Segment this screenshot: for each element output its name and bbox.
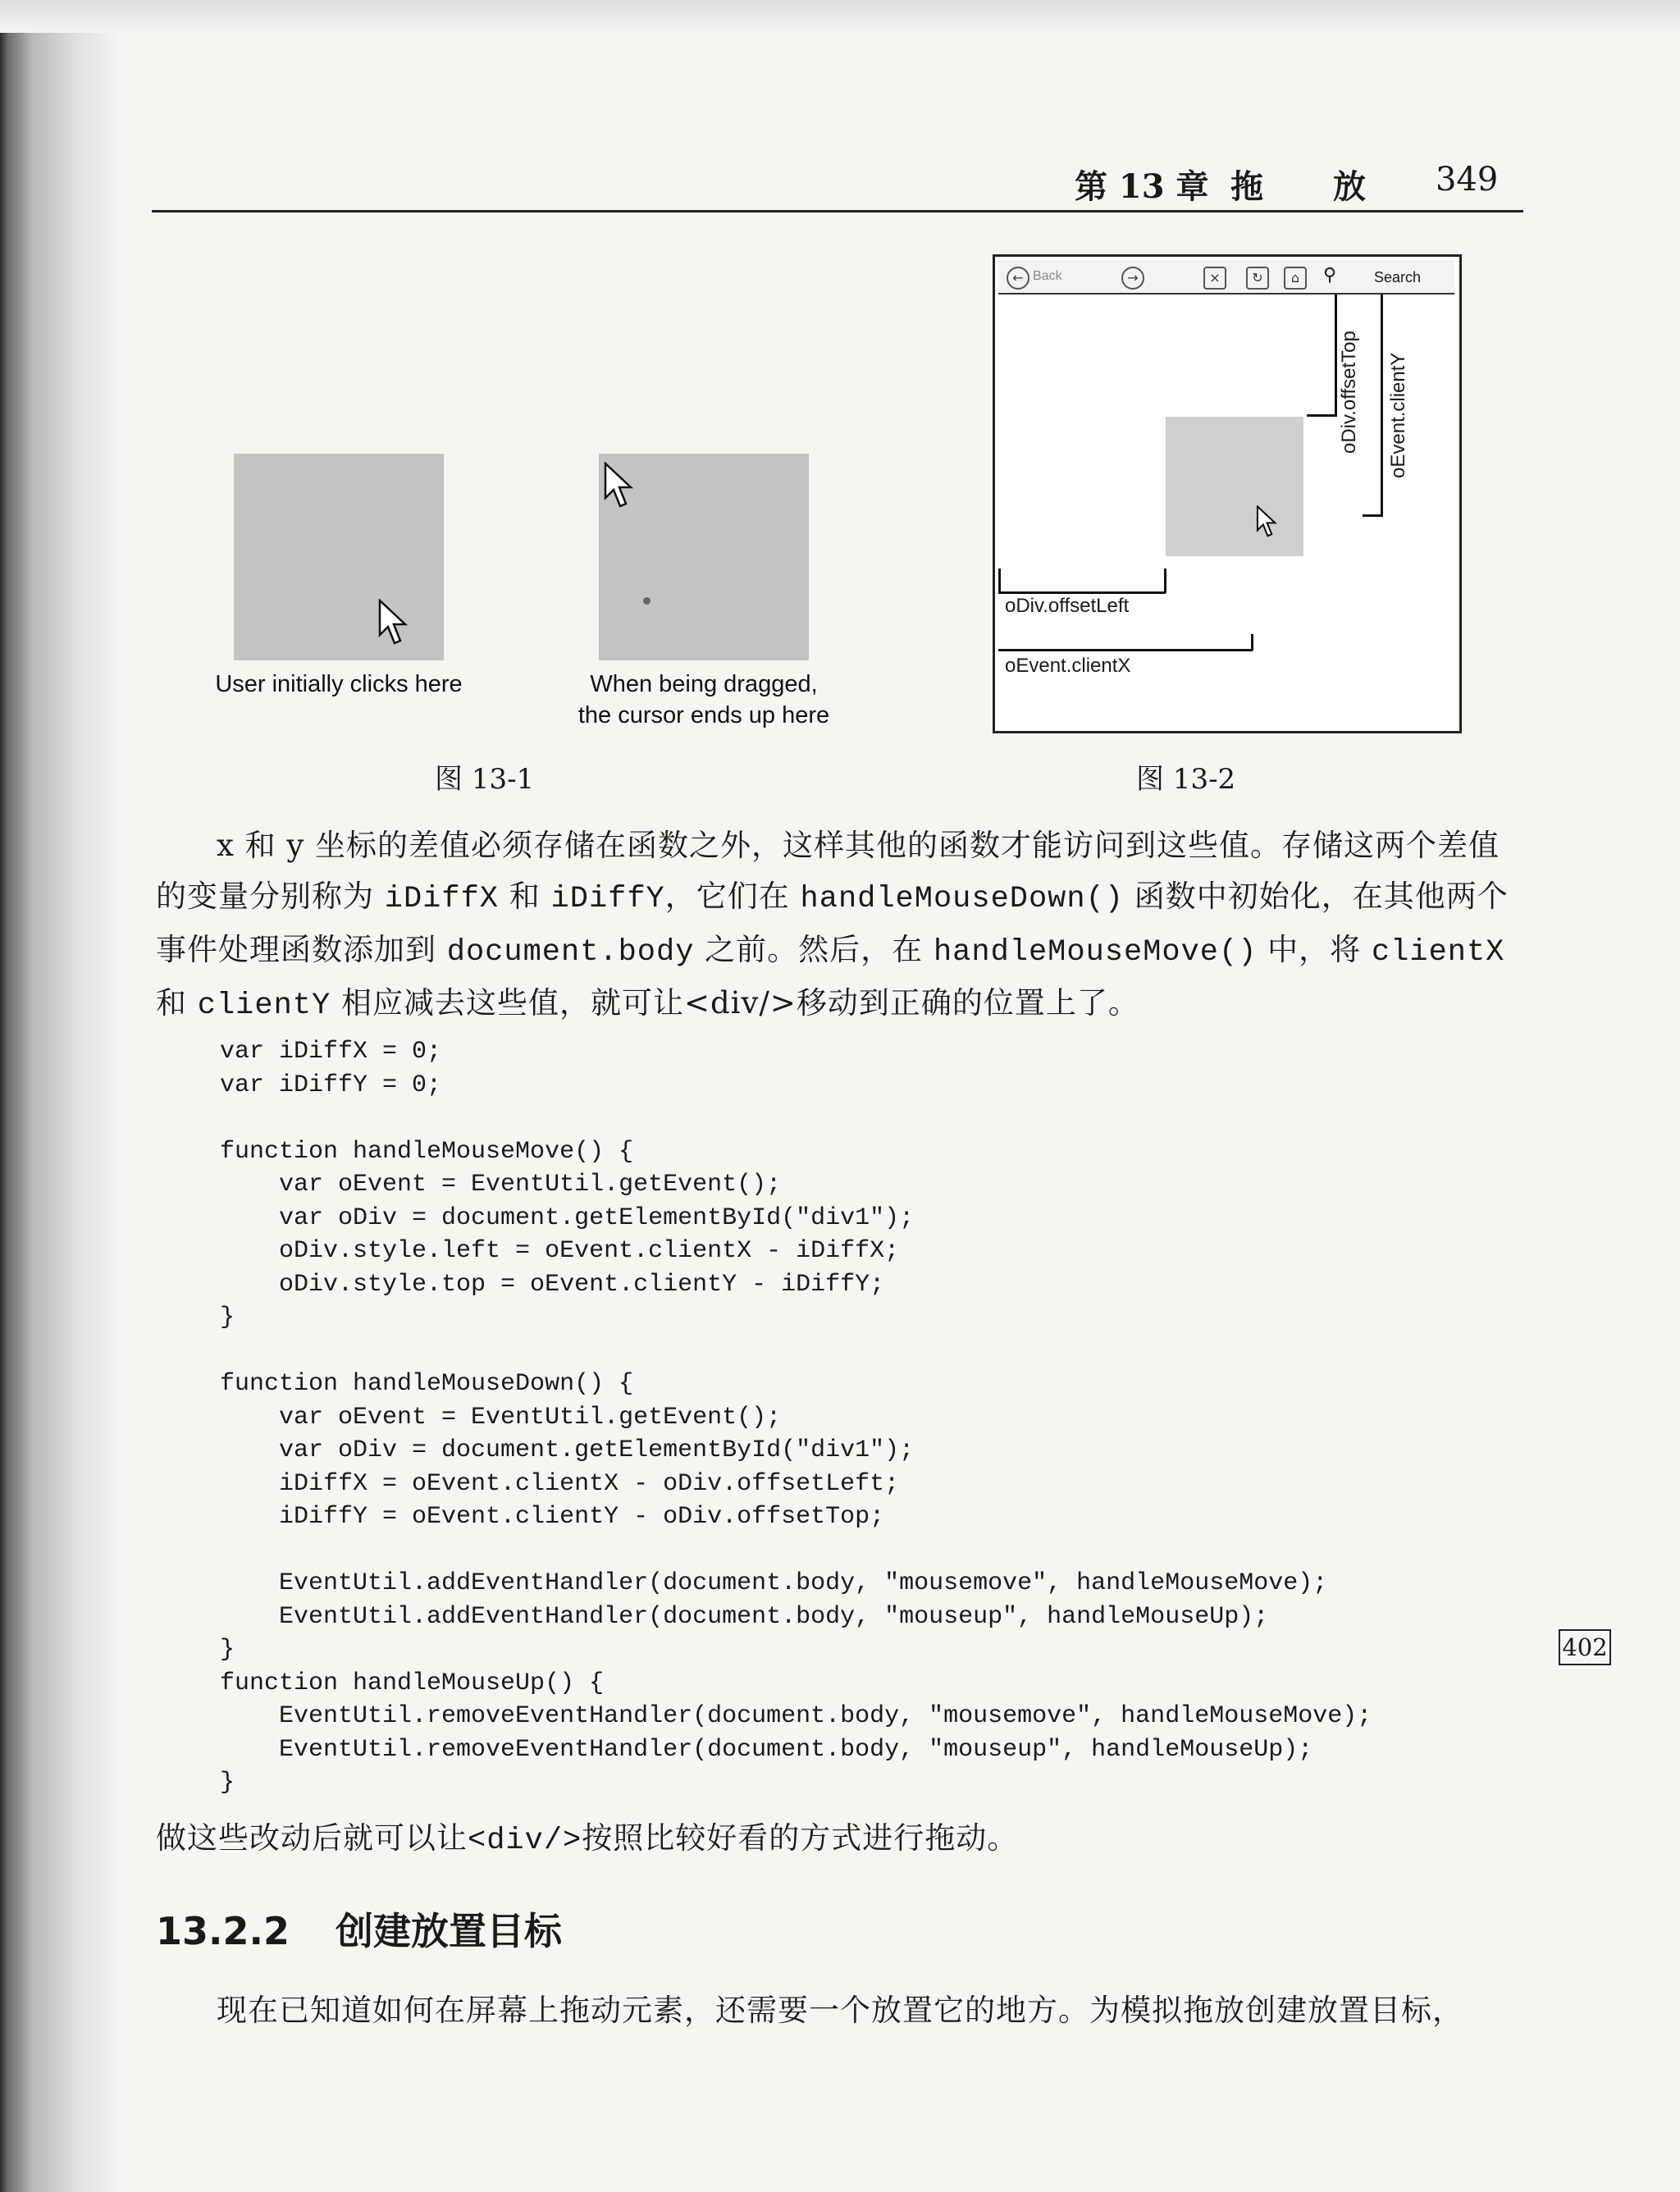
chapter-number: 第 13 章 <box>1075 167 1209 206</box>
back-arrow-icon: ← <box>1007 267 1029 290</box>
cursor-arrow-icon <box>1256 505 1277 538</box>
stop-icon: × <box>1203 267 1226 290</box>
text: 相应减去这些值，就可让<div/>移动到正确的位置上了。 <box>331 985 1139 1021</box>
text: x 和 y 坐标的差值必须存储在函数之外，这样其他的函数才能访问到这些值。存储这两个差值的变量分别称为 <box>156 828 1500 914</box>
figure-13-1-caption-left: User initially clicks here <box>215 671 463 697</box>
offset-left-bracket-start <box>998 569 1001 593</box>
text: 函数中初始化，在其他两个事件处理函数添加到 <box>156 879 1509 967</box>
forward-arrow-icon: → <box>1121 267 1144 290</box>
client-y-bracket-foot <box>1363 514 1383 517</box>
inline-code: iDiffY <box>550 882 665 916</box>
offset-top-label: oDiv.offsetTop <box>1338 331 1360 454</box>
offset-left-bracket-end <box>1164 569 1166 593</box>
cursor-arrow-icon <box>604 462 633 509</box>
client-x-label: oEvent.clientX <box>1005 655 1131 677</box>
inline-code: <div/> <box>468 1824 582 1858</box>
chapter-title-char-2: 放 <box>1333 167 1366 206</box>
refresh-icon: ↻ <box>1246 267 1269 290</box>
cursor-arrow-icon <box>378 599 408 646</box>
inline-code: handleMouseMove() <box>933 935 1258 970</box>
text: 和 <box>499 879 551 914</box>
page-number: 349 <box>1436 161 1499 199</box>
offset-top-bracket <box>1335 295 1337 416</box>
click-point-dot <box>643 597 651 605</box>
text: 之前。然后，在 <box>694 932 934 967</box>
offset-top-bracket-foot <box>1307 414 1337 417</box>
paragraph-2 <box>156 1813 1526 1866</box>
section-heading <box>156 1902 562 1956</box>
search-label: Search <box>1374 269 1422 285</box>
home-icon: ⌂ <box>1284 267 1307 290</box>
client-y-label: oEvent.clientY <box>1387 352 1409 478</box>
margin-page-reference: 402 <box>1559 1629 1611 1665</box>
figure-13-2-label: 图 13-2 <box>1136 763 1236 796</box>
figure-13-1-label: 图 13-1 <box>435 763 535 796</box>
inline-code: document.body <box>446 935 695 970</box>
back-label: Back <box>1033 269 1062 283</box>
text: 中，将 <box>1257 932 1372 967</box>
top-shadow <box>0 0 1680 33</box>
text: ，它们在 <box>664 879 801 914</box>
inline-code: clientX <box>1371 935 1505 970</box>
text: 做这些改动后就可以让 <box>156 1820 468 1856</box>
dragged-div <box>1166 417 1303 556</box>
client-y-bracket <box>1381 295 1383 516</box>
figure-13-2-browser-window <box>993 254 1462 733</box>
code-block: var iDiffX = 0; var iDiffY = 0; function handleMouseMove() { var oEvent = EventUtil.getEvent(); var oDiv = document.getElementById("div1"); oDiv.style.left = oEvent.clientX - iDiffX; oDiv.style.top = oEvent.clientY - iDiffY; } function handleMouseDown() { var oEvent = EventUtil.getEvent(); var oDiv = document.getElementById("div1"); iDiffX = oEvent.clientX - oDiv.offsetLeft; iDiffY = oEvent.clientY - oDiv.offsetTop; EventUtil.addEventHandler(document.body, "mousemove", handleMouseMove); EventUtil.addEventHandler(document.body, "mouseup", handleMouseUp); } function handleMouseUp() { EventUtil.removeEventHandler(document.body, "mousemove", handleMouseMove); EventUtil.removeEventHandler(document.body, "mouseup", handleMouseUp); } <box>220 1038 1372 1797</box>
inline-code: iDiffX <box>384 882 499 916</box>
offset-left-label: oDiv.offsetLeft <box>1005 595 1130 617</box>
header-rule <box>152 210 1523 212</box>
figure-13-1-caption-right-line2: the cursor ends up here <box>578 702 830 728</box>
text: 和 <box>156 985 198 1021</box>
search-icon: ⚲ <box>1323 265 1337 285</box>
paragraph-1 <box>156 820 1526 1031</box>
client-x-bracket-end <box>1251 634 1253 651</box>
browser-toolbar <box>998 260 1454 295</box>
chapter-title-char-1: 拖 <box>1230 167 1263 206</box>
section-title: 创建放置目标 <box>336 1909 562 1953</box>
figure-13-1-box-initial <box>234 454 444 660</box>
section-number: 13.2.2 <box>156 1909 290 1953</box>
offset-left-bracket <box>998 591 1166 594</box>
inline-code: clientY <box>197 989 331 1023</box>
figure-13-1-box-dragged <box>599 454 809 660</box>
book-spine-shadow <box>0 0 123 2192</box>
figure-13-1-caption-right-line1: When being dragged, <box>590 671 818 697</box>
text: 按照比较好看的方式进行拖动。 <box>582 1820 1019 1856</box>
client-x-bracket <box>998 649 1253 651</box>
inline-code: handleMouseDown() <box>800 882 1124 916</box>
paragraph-3: 现在已知道如何在屏幕上拖动元素，还需要一个放置它的地方。为模拟拖放创建放置目标， <box>217 1993 1463 2028</box>
